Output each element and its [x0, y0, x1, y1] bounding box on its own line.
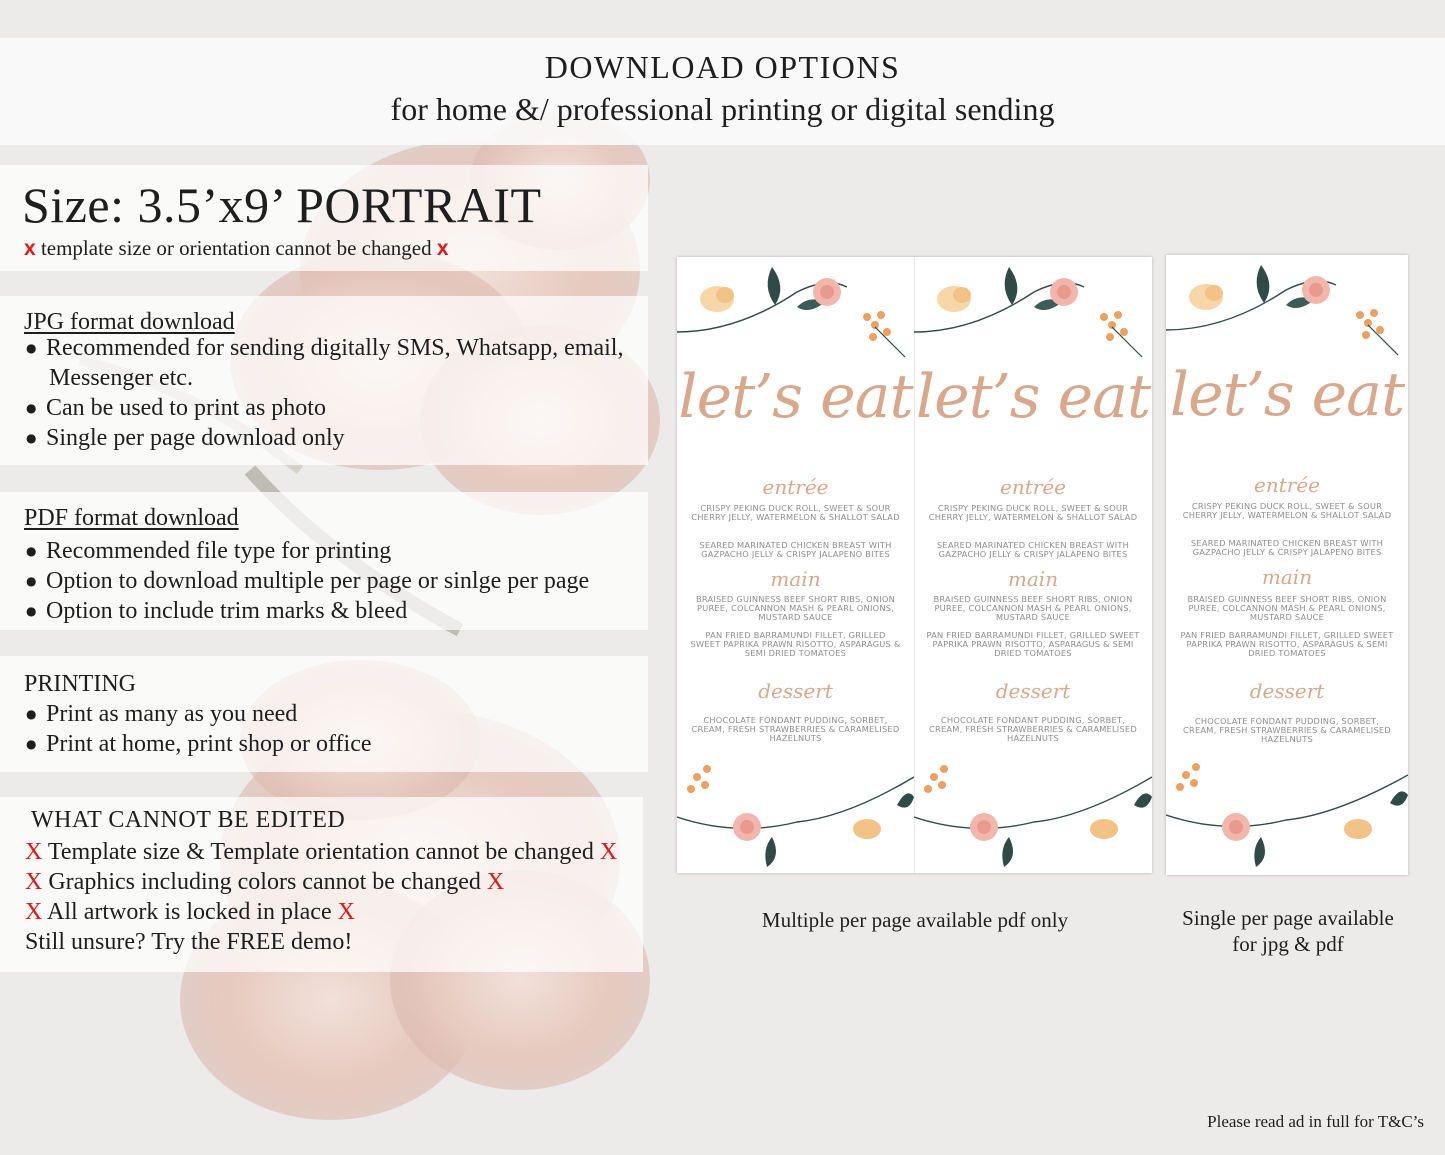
entree-label: entrée [762, 475, 829, 499]
printing-heading: PRINTING [24, 671, 136, 697]
menu-preview-single [1166, 255, 1408, 875]
x-mark-icon: X [599, 839, 618, 865]
dessert-label: dessert [995, 679, 1071, 703]
dessert-label: dessert [1249, 679, 1325, 703]
printing-list [24, 699, 372, 759]
menu-title: let’s eat [678, 362, 913, 432]
menu-title: let’s eat [915, 362, 1151, 432]
floral-wreath-icon [677, 257, 914, 873]
x-mark-icon: X [25, 899, 43, 925]
x-mark-icon: X [25, 869, 43, 895]
dessert-item: CHOCOLATE FONDANT PUDDING, SORBET, CREAM, FRESH STRAWBERRIES & CARAMELISED HAZELNUTS [691, 715, 900, 744]
jpg-list [24, 333, 623, 453]
x-mark-icon: x [24, 237, 36, 260]
terms-footer: Please read ad in full for T&C’s [1207, 1112, 1424, 1131]
cannot-edit-lines [25, 837, 617, 957]
floral-wreath-icon [914, 257, 1152, 873]
list-item: ● Print as many as you need [24, 699, 372, 729]
size-panel [0, 165, 648, 271]
x-mark-icon: x [436, 237, 449, 260]
single-caption: Single per page available for jpg & pdf [1182, 906, 1394, 956]
main-label: main [1261, 565, 1313, 589]
pdf-heading: PDF format download [24, 505, 239, 531]
main-item: BRAISED GUINNESS BEEF SHORT RIBS, ONION PUREE, COLCANNON MASH & PEARL ONIONS, MUSTARD SAUCE [1187, 594, 1387, 623]
jpg-format-panel [0, 296, 648, 465]
list-item: ● Option to include trim marks & bleed [24, 596, 589, 626]
list-item: ● Recommended file type for printing [24, 536, 589, 566]
size-note: template size or orientation cannot be changed [40, 236, 432, 260]
entree-item: CRISPY PEKING DUCK ROLL, SWEET & SOUR CHERRY JELLY, WATERMELON & SHALLOT SALAD [928, 503, 1138, 523]
list-item: ● Single per page download only [24, 423, 623, 453]
size-title: Size: 3.5’x9’ PORTRAIT [22, 177, 542, 233]
entree-item: SEARED MARINATED CHICKEN BREAST WITH GAZPACHO JELLY & CRISPY JALAPENO BITES [936, 540, 1130, 560]
menu-card [677, 257, 914, 873]
list-item: ● Option to download multiple per page or sinlge per page [24, 566, 589, 596]
dessert-label: dessert [758, 679, 833, 703]
x-mark-icon: X [337, 899, 355, 925]
demo-line: Still unsure? Try the FREE demo! [25, 929, 353, 955]
entree-item: CRISPY PEKING DUCK ROLL, SWEET & SOUR CHERRY JELLY, WATERMELON & SHALLOT SALAD [691, 503, 900, 523]
banner-subtitle: for home &/ professional printing or digital sending [390, 91, 1055, 127]
entree-item: CRISPY PEKING DUCK ROLL, SWEET & SOUR CHERRY JELLY, WATERMELON & SHALLOT SALAD [1182, 501, 1392, 521]
banner-title: DOWNLOAD OPTIONS [544, 49, 901, 85]
entree-item: SEARED MARINATED CHICKEN BREAST WITH GAZPACHO JELLY & CRISPY JALAPENO BITES [699, 540, 892, 560]
jpg-heading: JPG format download [24, 309, 235, 335]
list-item: ● Recommended for sending digitally SMS, Whatsapp, email, [24, 333, 623, 363]
dessert-item: CHOCOLATE FONDANT PUDDING, SORBET, CREAM, FRESH STRAWBERRIES & CARAMELISED HAZELNUTS [1183, 716, 1391, 745]
cannot-edit-item: X All artwork is locked in place X [25, 899, 355, 925]
dessert-item: CHOCOLATE FONDANT PUDDING, SORBET, CREAM, FRESH STRAWBERRIES & CARAMELISED HAZELNUTS [929, 715, 1137, 744]
entree-label: entrée [1000, 475, 1066, 499]
download-options-banner [0, 38, 1445, 145]
pdf-list [24, 536, 589, 626]
main-item: PAN FRIED BARRAMUNDI FILLET, GRILLED SWEET PAPRIKA PRAWN RISOTTO, ASPARAGUS & SEMI DRIED TOMATOES [1180, 630, 1394, 659]
main-item: BRAISED GUINNESS BEEF SHORT RIBS, ONION PUREE, COLCANNON MASH & PEARL ONIONS, MUSTARD SAUCE [695, 594, 896, 623]
cannot-edit-item: X Graphics including colors cannot be changed X [25, 869, 505, 895]
x-mark-icon: X [25, 839, 43, 865]
size-note-line [24, 235, 449, 262]
menu-card [914, 257, 1152, 873]
menu-card [1166, 255, 1408, 875]
cannot-edit-heading: WHAT CANNOT BE EDITED [31, 807, 346, 833]
cannot-edit-panel [0, 797, 643, 972]
main-item: PAN FRIED BARRAMUNDI FILLET, GRILLED SWEET PAPRIKA PRAWN RISOTTO, ASPARAGUS & SEMI DRIED TOMATOES [926, 630, 1140, 659]
entree-item: SEARED MARINATED CHICKEN BREAST WITH GAZPACHO JELLY & CRISPY JALAPENO BITES [1190, 538, 1384, 558]
entree-label: entrée [1254, 473, 1320, 497]
multiple-caption: Multiple per page available pdf only [761, 908, 1069, 932]
menu-title: let’s eat [1169, 360, 1405, 430]
x-mark-icon: X [486, 869, 505, 895]
main-item: BRAISED GUINNESS BEEF SHORT RIBS, ONION PUREE, COLCANNON MASH & PEARL ONIONS, MUSTARD SAUCE [933, 594, 1133, 623]
printing-panel [0, 656, 648, 772]
main-item: PAN FRIED BARRAMUNDI FILLET, GRILLED SWEET PAPRIKA PRAWN RISOTTO, ASPARAGUS & SEMI DRIED TOMATOES [690, 630, 901, 659]
list-item: ● Can be used to print as photo [24, 393, 623, 423]
menu-preview-multiple [677, 257, 1152, 873]
list-item: ● Print at home, print shop or office [24, 729, 372, 759]
pdf-format-panel [0, 492, 648, 630]
main-label: main [1007, 567, 1059, 591]
cannot-edit-item: X Template size & Template orientation cannot be changed X [25, 839, 618, 865]
main-label: main [770, 567, 821, 591]
list-item: Messenger etc. [49, 365, 193, 391]
